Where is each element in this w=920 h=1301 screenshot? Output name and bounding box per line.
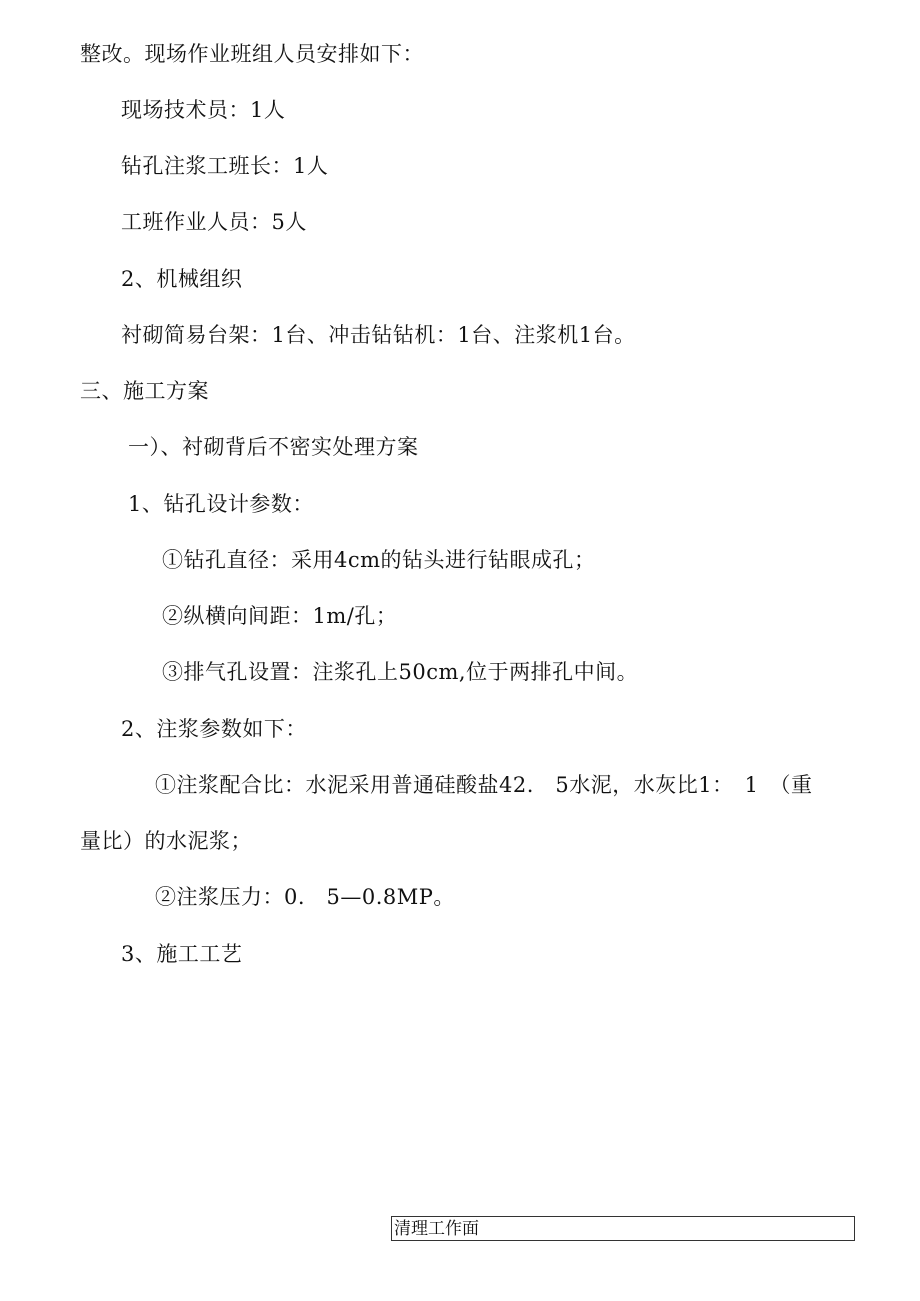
section-heading: 2、注浆参数如下： — [121, 717, 307, 741]
paragraph-line: 现场技术员：1人 — [121, 98, 286, 122]
list-item: ①钻孔直径：采用4cm的钻头进行钻眼成孔； — [162, 548, 596, 572]
flowchart-box — [391, 1216, 855, 1241]
paragraph-line: 整改。现场作业班组人员安排如下： — [80, 42, 424, 66]
paragraph-line: 量比）的水泥浆； — [80, 829, 252, 853]
paragraph-line: 工班作业人员：5人 — [121, 210, 307, 234]
section-heading: 2、机械组织 — [121, 267, 243, 291]
section-heading: 一）、衬砌背后不密实处理方案 — [128, 435, 419, 459]
section-heading: 1、钻孔设计参数： — [128, 492, 314, 516]
list-item: ③排气孔设置：注浆孔上50cm,位于两排孔中间。 — [162, 660, 639, 684]
flowchart-box-label: 清理工作面 — [394, 1219, 479, 1239]
paragraph-line: 衬砌简易台架：1台、冲击钻钻机：1台、注浆机1台。 — [121, 323, 636, 347]
list-item: ②纵横向间距：1m/孔； — [162, 604, 398, 628]
list-item: ②注浆压力：0. 5—0.8MP。 — [155, 885, 455, 909]
section-heading: 3、施工工艺 — [121, 942, 243, 966]
section-heading: 三、施工方案 — [80, 379, 209, 403]
paragraph-line: 钻孔注浆工班长：1人 — [121, 154, 329, 178]
list-item: ①注浆配合比：水泥采用普通硅酸盐42. 5水泥，水灰比1： 1 （重 — [155, 773, 813, 797]
